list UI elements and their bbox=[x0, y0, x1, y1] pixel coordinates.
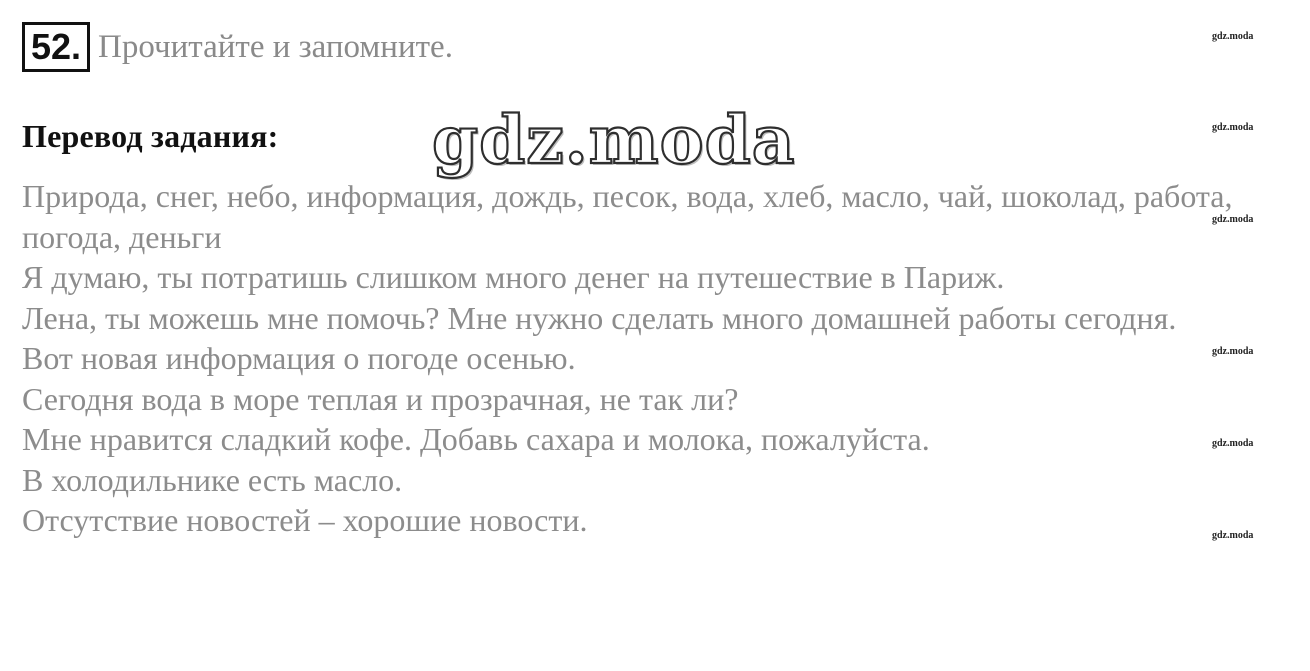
watermark: gdz.moda bbox=[1212, 122, 1254, 133]
watermark: gdz.moda bbox=[1212, 530, 1254, 541]
task-title: Прочитайте и запомните. bbox=[98, 29, 453, 65]
brand-logo: gdz.moda bbox=[432, 101, 796, 179]
task-number-badge: 52. bbox=[22, 22, 90, 72]
section-title: Перевод задания: bbox=[22, 118, 279, 154]
watermark: gdz.moda bbox=[1212, 438, 1254, 449]
translation-line: В холодильнике есть масло. bbox=[22, 461, 403, 498]
translation-line: Природа, снег, небо, информация, дождь, песок, вода, хлеб, масло, чай, шоколад, работа, погода, деньги bbox=[22, 178, 1233, 255]
translation-line: Вот новая информация о погоде осенью. bbox=[22, 340, 576, 376]
translation-line: Сегодня вода в море теплая и прозрачная, не так ли? bbox=[22, 380, 739, 417]
translation-line: Я думаю, ты потратишь слишком много денег на путешествие в Париж. bbox=[22, 259, 1005, 295]
translation-line: Отсутствие новостей – хорошие новости. bbox=[22, 502, 588, 538]
watermark: gdz.moda bbox=[1212, 31, 1254, 42]
watermark: gdz.moda bbox=[1212, 214, 1254, 225]
translation-line: Мне нравится сладкий кофе. Добавь сахара и молока, пожалуйста. bbox=[22, 421, 930, 457]
task-header bbox=[22, 22, 453, 72]
translation-text bbox=[22, 176, 1284, 541]
watermark: gdz.moda bbox=[1212, 346, 1254, 357]
translation-line: Лена, ты можешь мне помочь? Мне нужно сделать много домашней работы сегодня. bbox=[22, 299, 1177, 336]
